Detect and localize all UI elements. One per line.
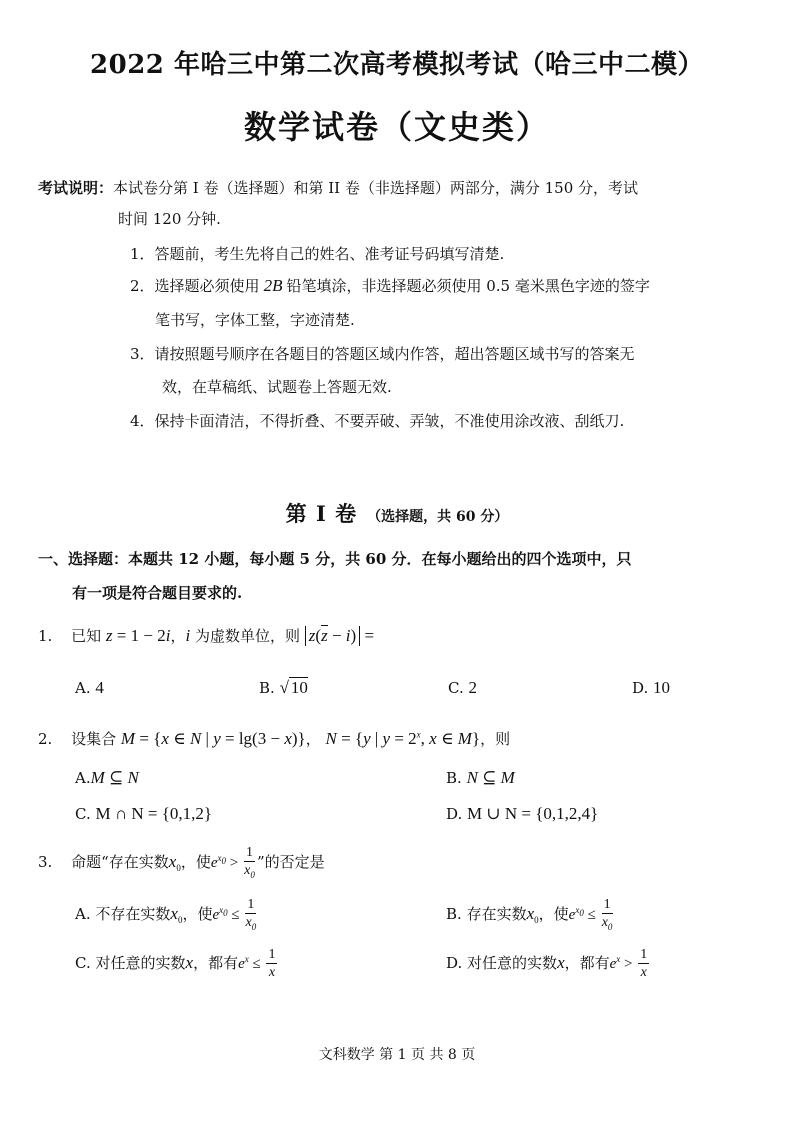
q3-option-d[interactable]: D. 对任意的实数x，都有$e^x$ > $\frac{1}{x}$ [446, 947, 648, 980]
q2-option-a[interactable]: A.M ⊆ N [75, 768, 139, 787]
q1-option-a[interactable]: A. 4 [75, 678, 104, 697]
instruction-item-3-line2: 效，在草稿纸、试题卷上答题无效. [162, 378, 392, 396]
q3-option-b[interactable]: B. 存在实数$x_0$，使$e^{x_0}$ ≤ $\frac{1}{x_0}$ [446, 897, 613, 932]
question-2: 2. 设集合 M = {x ∈ N | y = lg(3 − x)}， N = {y | $y = 2^x$, x ∈ M}，则 [38, 729, 511, 748]
instruction-item-3: 3．请按照题号顺序在各题目的答题区域内作答，超出答题区域书写的答案无 [130, 345, 635, 363]
part-one-instructions: 一、选择题：本题共 12 小题，每小题 5 分，共 60 分．在每小题给出的四个选项中，只 [38, 550, 632, 568]
instructions-label: 考试说明： [38, 179, 114, 197]
section-header [0, 498, 794, 528]
section-note: （选择题，共 60 分） [367, 509, 509, 525]
q3-option-c[interactable]: C. 对任意的实数x，都有$e^x$ ≤ $\frac{1}{x}$ [75, 947, 276, 980]
exam-title: 2022 年哈三中第二次高考模拟考试（哈三中二模） [90, 50, 704, 80]
question-1: 1. 已知 z = 1 − 2i，i 为虚数单位，则 z(z − i) = [38, 626, 375, 645]
question-3: 3. 命题“存在实数$x_0$，使$e^{x_0}$ > $\frac{1}{x_0}$ ”的否定是 [38, 845, 325, 880]
question-number: 2. [38, 730, 53, 748]
q3-option-a[interactable]: A. 不存在实数$x_0$，使$e^{x_0}$ ≤ $\frac{1}{x_0}$ [75, 897, 257, 932]
instructions-intro-line1: 本试卷分第 I 卷（选择题）和第 II 卷（非选择题）两部分，满分 150 分，考试 [113, 179, 639, 197]
instructions-block [38, 177, 638, 198]
page-footer: 文科数学 第 1 页 共 8 页 [318, 1047, 476, 1063]
q2-option-c[interactable]: C. M ∩ N = {0,1,2} [75, 804, 213, 823]
part-one-instructions-line2: 有一项是符合题目要求的. [72, 584, 243, 602]
instruction-item-4: 4．保持卡面清洁，不得折叠、不要弄破、弄皱，不准使用涂改液、刮纸刀. [130, 412, 625, 430]
section-name: 第 I 卷 [285, 501, 358, 526]
instruction-item-1: 1．答题前，考生先将自己的姓名、准考证号码填写清楚. [130, 245, 505, 263]
instructions-intro-line2: 时间 120 分钟. [118, 210, 221, 228]
pencil-grade: 2B [263, 276, 283, 295]
q2-option-d[interactable]: D. M ∪ N = {0,1,2,4} [446, 804, 599, 823]
q1-option-c[interactable]: C. 2 [448, 678, 477, 697]
q1-option-d[interactable]: D. 10 [632, 678, 671, 697]
instruction-item-2: 2．选择题必须使用 2B 铅笔填涂，非选择题必须使用 0.5 毫米黑色字迹的签字 [130, 276, 650, 295]
q1-option-b[interactable]: B. √ 10 [259, 678, 308, 697]
question-number: 3. [38, 852, 53, 871]
q2-option-b[interactable]: B. N ⊆ M [446, 768, 515, 787]
question-number: 1. [38, 627, 53, 645]
paper-subtitle: 数学试卷（文史类） [243, 108, 550, 146]
instruction-item-2-line2: 笔书写，字体工整，字迹清楚. [155, 311, 355, 329]
